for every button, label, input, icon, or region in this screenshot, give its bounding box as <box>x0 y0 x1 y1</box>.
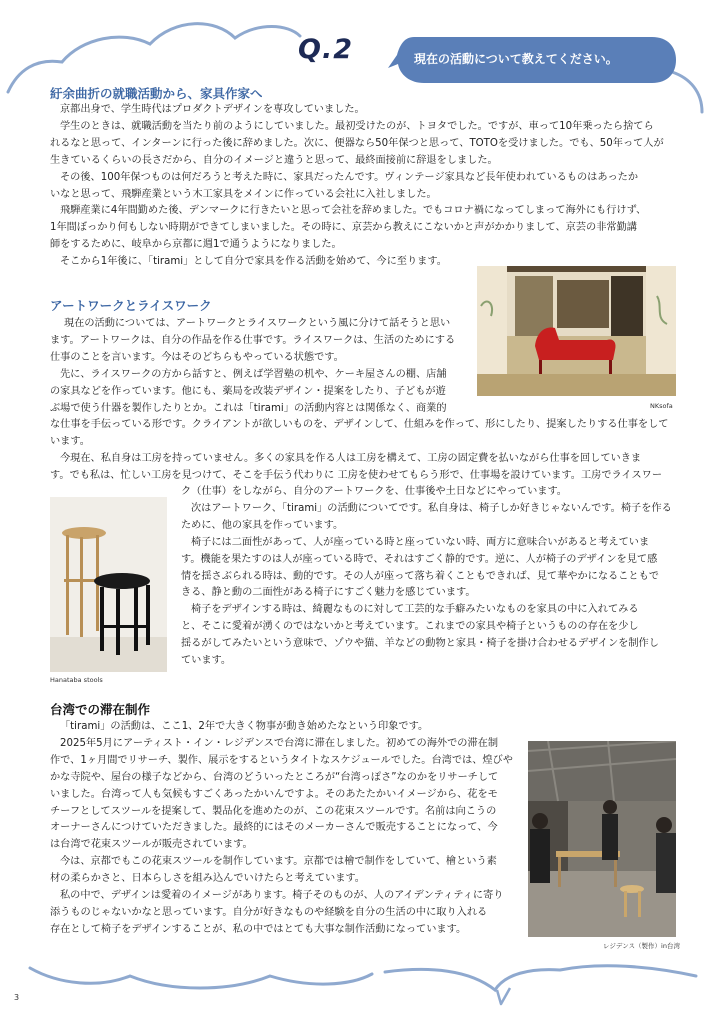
paragraph-line: 現在の活動については、アートワークとライスワークという風に分けて話そうと思い <box>64 318 451 329</box>
section-body-career <box>50 102 686 271</box>
paragraph-line: 次はアートワーク、「tirami」の活動についてです。私自身は、椅子しか好きじゃないんです。椅子を作る <box>191 502 672 514</box>
paragraph-line: 今現在、私自身は工房を持っていません。多くの家具を作る人は工房を構えて、工房の固定費を払いながら仕事を回していきま <box>60 452 642 464</box>
nksofa-photo <box>477 266 676 396</box>
paragraph-line: チーフとしてスツールを提案して、製品化を進めたのが、この花束スツールです。名前は向こうの <box>50 805 497 817</box>
paragraph-line: その後、100年保つものは何だろうと考えた時に、家具だったんです。ヴィンテージ家具など長年使われているものはあったか <box>60 171 639 183</box>
nksofa-caption: NKsofa <box>650 402 673 410</box>
paragraph-line: す。でも私は、忙しい工房を見つけて、そこを手伝う代わりに 工房を使わせてもらう形で、仕事場を設けています。工房でライスワー <box>50 469 663 481</box>
paragraph-line: 情を揺さぶられる時は、動的です。その人が座って落ち着くこともできれば、見て華やかになることもで <box>181 570 659 582</box>
paragraph-line: ために、他の家具を作っています。 <box>181 519 344 531</box>
paragraph-line: いなと思って、飛騨産業という木工家具をメインに作っている会社に入社しました。 <box>50 188 437 200</box>
paragraph-line: 「tirami」の活動は、ここ1、2年で大きく物事が動き始めたなという印象です。 <box>60 721 429 732</box>
paragraph-line: そこから1年後に、「tirami」として自分で家具を作る活動を始めて、今に至ります。 <box>60 256 447 268</box>
paragraph-line: な仕事を手伝っている形です。クライアントが欲しいものを、デザインして、仕組みを作って、形にしたり、提案したりする仕事をして <box>50 419 669 430</box>
paragraph-line: 私の中で、デザインは愛着のイメージがあります。椅子そのものが、人のアイデンティティに寄り <box>60 890 504 902</box>
residency-workshop-photo <box>528 741 676 937</box>
question-number: Q.2 <box>298 34 353 65</box>
paragraph-line: 仕事のことを言います。今はそのどちらもやっている状態です。 <box>50 351 344 363</box>
paragraph-line: 先に、ライスワークの方から話すと、例えば学習塾の机や、ケーキ屋さんの棚、店舗 <box>60 368 447 380</box>
section-body-taiwan <box>50 719 515 939</box>
paragraph-line: かな寺院や、屋台の様子などから、台湾のどういったところが“台湾っぽさ”なのかをリサーチして <box>50 771 499 783</box>
paragraph-line: 1年間ぼっかり何もしない時期ができてしまいました。その時に、京芸から教えにこないかと声がかかりまして、京芸の非常勤講 <box>50 222 637 234</box>
paragraph-line: の家具などを作っています。他にも、薬局を改装デザイン・提案をしたり、子どもが遊 <box>50 385 446 397</box>
section-title-artwork-ricework: アートワークとライスワーク <box>50 298 212 313</box>
residency-caption: レジデンス（製作）in台湾 <box>603 942 680 950</box>
section-body-artwork-right <box>181 484 686 670</box>
paragraph-line: 2025年5月にアーティスト・イン・レジデンスで台湾に滞在しました。初めての海外での滞在制 <box>60 737 499 749</box>
paragraph-line: いました。台湾って人も気候もすごくあったかいんですよ。そのあたたかいイメージから、花をモ <box>50 788 498 800</box>
hanataba-stools-photo <box>50 497 167 672</box>
paragraph-line: 飛騨産業に4年間勤めた後、デンマークに行きたいと思って会社を辞めました。でもコロナ禍になってしまって海外にも行けず、 <box>60 205 647 217</box>
paragraph-line: オーナーさんにつけていただきました。最終的にはそのメーカーさんで販売することになって、今 <box>50 822 498 834</box>
paragraph-line: は台湾で花束スツールが販売されています。 <box>50 839 253 851</box>
paragraph-line: 京都出身で、学生時代はプロダクトデザインを専攻していました。 <box>60 104 365 115</box>
section-title-taiwan: 台湾での滞在制作 <box>50 702 151 717</box>
paragraph-line: と、そこに愛着が湧くのではないかと考えています。これまでの家具や椅子というものの存在を少し <box>181 621 639 633</box>
paragraph-line: 材の柔らかさと、日本らしさを組み込んでいけたらと考えています。 <box>50 873 365 885</box>
paragraph-line: 椅子には二面性があって、人が座っている時と座っていない時、両方に意味合いがあると考えていま <box>191 536 650 548</box>
hanataba-stools-caption: Hanataba stools <box>50 676 103 684</box>
paragraph-line: 師をするために、岐阜から京都に週1で通うようになりました。 <box>50 239 342 251</box>
question-prompt: 現在の活動について教えてください。 <box>414 52 618 66</box>
paragraph-line: います。 <box>50 435 90 447</box>
paragraph-line: れるなと思って、インターンに行った後に辞めました。次に、便器なら50年保つと思って、TOTOを受けました。でも、50年って人が <box>50 137 664 149</box>
paragraph-line: す。機能を果たすのは人が座っている時で、それはすごく静的です。逆に、人が椅子のデザインを見て感 <box>181 553 658 565</box>
paragraph-line: 椅子をデザインする時は、綺麗なものに対して工芸的な手癖みたいなものを家具の中に入れてみる <box>191 604 639 616</box>
paragraph-line: 今は、京都でもこの花束スツールを制作しています。京都では檜で制作をしていて、檜という素 <box>60 856 497 868</box>
paragraph-line: 存在として椅子をデザインすることが、私の中ではとても大事な制作活動になっています。 <box>50 923 467 935</box>
paragraph-line: 学生のときは、就職活動を当たり前のようにしていました。最初受けたのが、トヨタでした。ですが、車って10年乗ったら捨てら <box>60 120 654 132</box>
paragraph-line: ます。アートワークは、自分の作品を作る仕事です。ライスワークは、生活のためにする <box>50 334 456 346</box>
paragraph-line: 生きているくらいの長さだから、自分のイメージと違うと思って、最終面接前に辞退をしました。 <box>50 154 498 166</box>
section-body-artwork-narrow <box>50 316 470 417</box>
section-title-career: 紆余曲折の就職活動から、家具作家へ <box>50 86 263 101</box>
paragraph-line: きる、静と動の二面性がある椅子にすごく魅力を感じています。 <box>181 587 476 599</box>
paragraph-line: ぶ場で使う什器を製作したりとか。これは「tirami」の活動内容とは関係なく、商業的 <box>50 402 447 414</box>
section-body-artwork-full <box>50 417 686 485</box>
paragraph-line: 揺るがしてみたいという意味で、ゾウや猫、羊などの動物と家具・椅子を掛け合わせるデザインを制作し <box>181 638 659 650</box>
page-number: 3 <box>14 993 20 1002</box>
paragraph-line: ク（仕事）をしながら、自分のアートワークを、仕事後や土日などにやっています。 <box>181 486 567 497</box>
paragraph-line: 作で、1ヶ月間でリサーチ、製作、展示をするというタイトなスケジュールでした。台湾では、煌びや <box>50 754 513 766</box>
paragraph-line: 添うものじゃないかなと思っています。自分が好きなものや経験を自分の生活の中に取り入れる <box>50 906 488 918</box>
paragraph-line: ています。 <box>181 655 232 667</box>
